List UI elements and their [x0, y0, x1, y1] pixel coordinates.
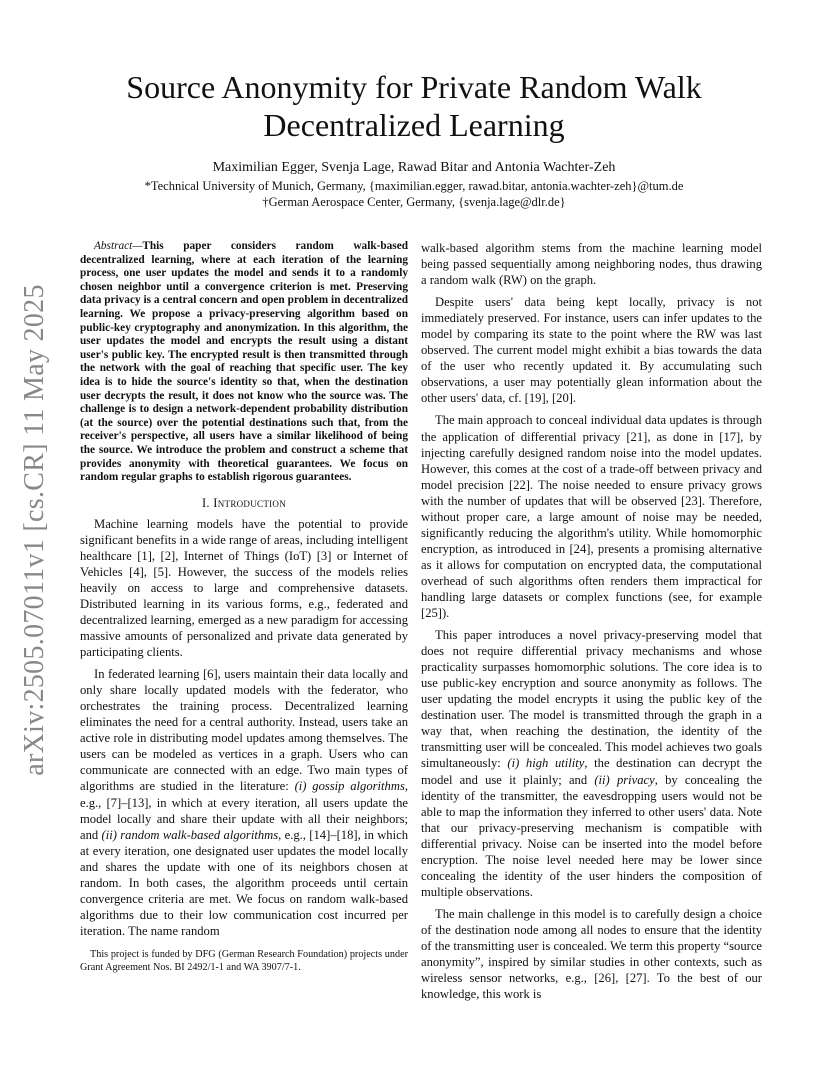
affiliation-tum: *Technical University of Munich, Germany, {maximilian.egger, rawad.bitar, antonia.wachter-zeh}@tum.de	[144, 179, 684, 193]
authors: Maximilian Egger, Svenja Lage, Rawad Bitar and Antonia Wachter-Zeh	[212, 160, 616, 175]
affiliation-dlr: †German Aerospace Center, Germany, {svenja.lage@dlr.de}	[262, 195, 566, 209]
section-heading-introduction: I. Introduction	[201, 495, 287, 510]
intro-paragraph-2: In federated learning [6], users maintain their data locally and only share locally updated models with the federator, who orchestrates the training process. Decentralized learning eliminates the need for a central authority. Instead, users take an active role in distributing model updates among themselves. The users can be modeled as vertices in a graph. Users who can communicate are connected with an edge. Two main types of algorithms are studied in the literature: (i) gossip algorithms, e.g., [7]–[13], in which at every iteration, all users update the model locally and share their update with all their neighbors; and (ii) random walk-based algorithms, e.g., [14]–[18], in which at every iteration, one designated user updates the model locally and shares the update with one of its neighbors chosen at random. In both cases, the algorithm proceeds until certain convergence criteria are met. We focus on random walk-based algorithms due to their low communication cost incurred per iteration. The name random	[80, 667, 408, 938]
right-paragraph-1: walk-based algorithm stems from the machine learning model being passed sequentially among neighboring nodes, thus drawing a random walk (RW) on the graph.	[421, 241, 762, 288]
abstract-body: This paper considers random walk-based decentralized learning, where at each iteration of the learning process, one user updates the model and sends it to a randomly chosen neighbor until a convergence criterion is met. Preserving data privacy is a central concern and open problem in decentralized learning. We propose a privacy-preserving algorithm based on public-key cryptography and anonymization. In this algorithm, the user updates the model and encrypts the result using a distant user's public key. The encrypted result is then transmitted through the network with the goal of reaching that specific user. The key idea is to hide the source's identity so that, when the destination user decrypts the result, it does not know who the source was. The challenge is to design a network-dependent probability distribution (at the source) over the potential destinations such that, from the receiver's perspective, all users have a similar likelihood of being the source. We introduce the problem and construct a scheme that provides anonymity with theoretical guarantees. We focus on random regular graphs to establish rigorous guarantees.	[80, 240, 408, 484]
right-paragraph-4: This paper introduces a novel privacy-preserving model that does not require differential privacy mechanisms and whose practicality surpasses homomorphic solutions. The core idea is to use public-key encryption and source anonymity as follows. The user updating the model encrypts it using the public key of the destination user. The model is transmitted through the graph in a way that, when reaching the destination, the identity of the transmitting user will be concealed. This model achieves two goals simultaneously: (i) high utility, the destination can decrypt the model and use it plainly; and (ii) privacy, by concealing the identity of the transmitter, the eavesdropping users would not be able to map the information they inferred to other users' data. Note that our privacy-preserving mechanism is compatible with differential privacy. Noise can be inserted into the model before encryption. The noise level needed here may be lower since concealing the identity of the user hinders the composition of multiple observations.	[421, 628, 763, 899]
funding-footnote: This project is funded by DFG (German Research Foundation) projects under Grant Agreement Nos. BI 2492/1-1 and WA 3907/7-1.	[80, 949, 408, 973]
right-paragraph-2: Despite users' data being kept locally, privacy is not immediately preserved. For instance, users can infer updates to the model by comparing its state to the point where the RW was last observed. The current model might exhibit a bias towards the data of the user who recently updated it. By accumulating such observations, a user may potentially glean information about the other users' data, cf. [19], [20].	[421, 295, 762, 406]
abstract-lead: Abstract—	[94, 240, 143, 252]
title-line-1: Source Anonymity for Private Random Walk	[126, 69, 702, 105]
right-paragraph-3: The main approach to conceal individual data updates is through the application of differential privacy [21], as done in [17], by injecting carefully designed random noise into the model updates. However, this comes at the cost of a trade-off between privacy and model precision [22]. The noise needed to ensure privacy grows with the number of updates that will be observed [23]. Therefore, without proper care, a large amount of noise may be needed, significantly reducing the algorithm's utility. While homomorphic encryption, as introduced in [24], presents a promising alternative as it allows for computation on encrypted data, the computational overhead of such algorithms often renders them impractical for handling large datasets or complex functions (see, for example [25]).	[421, 413, 762, 621]
arxiv-identifier: arXiv:2505.07011v1 [cs.CR] 11 May 2025	[19, 284, 50, 776]
right-paragraph-5: The main challenge in this model is to carefully design a choice of the destination node among all nodes to ensure that the identity of the transmitting user is concealed. We term this property “source anonymity”, inspired by similar studies in other contexts, such as wireless sensor networks, e.g., [26], [27]. To the best of our knowledge, this work is	[421, 906, 762, 1002]
paper-title	[80, 68, 748, 144]
intro-paragraph-1: Machine learning models have the potential to provide significant benefits in a wide range of areas, including intelligent healthcare [1], [2], Internet of Things (IoT) [3] or Internet of Vehicles [4], [5]. However, the success of the models relies heavily on access to large and comprehensive datasets. Distributed learning in its various forms, e.g., federated and decentralized learning, emerged as a new paradigm for accessing massive amounts of personalized and private data generated by participating clients.	[80, 516, 408, 660]
abstract	[80, 240, 408, 485]
title-line-2: Decentralized Learning	[263, 107, 565, 143]
right-column	[421, 240, 762, 1002]
left-column	[80, 240, 408, 939]
